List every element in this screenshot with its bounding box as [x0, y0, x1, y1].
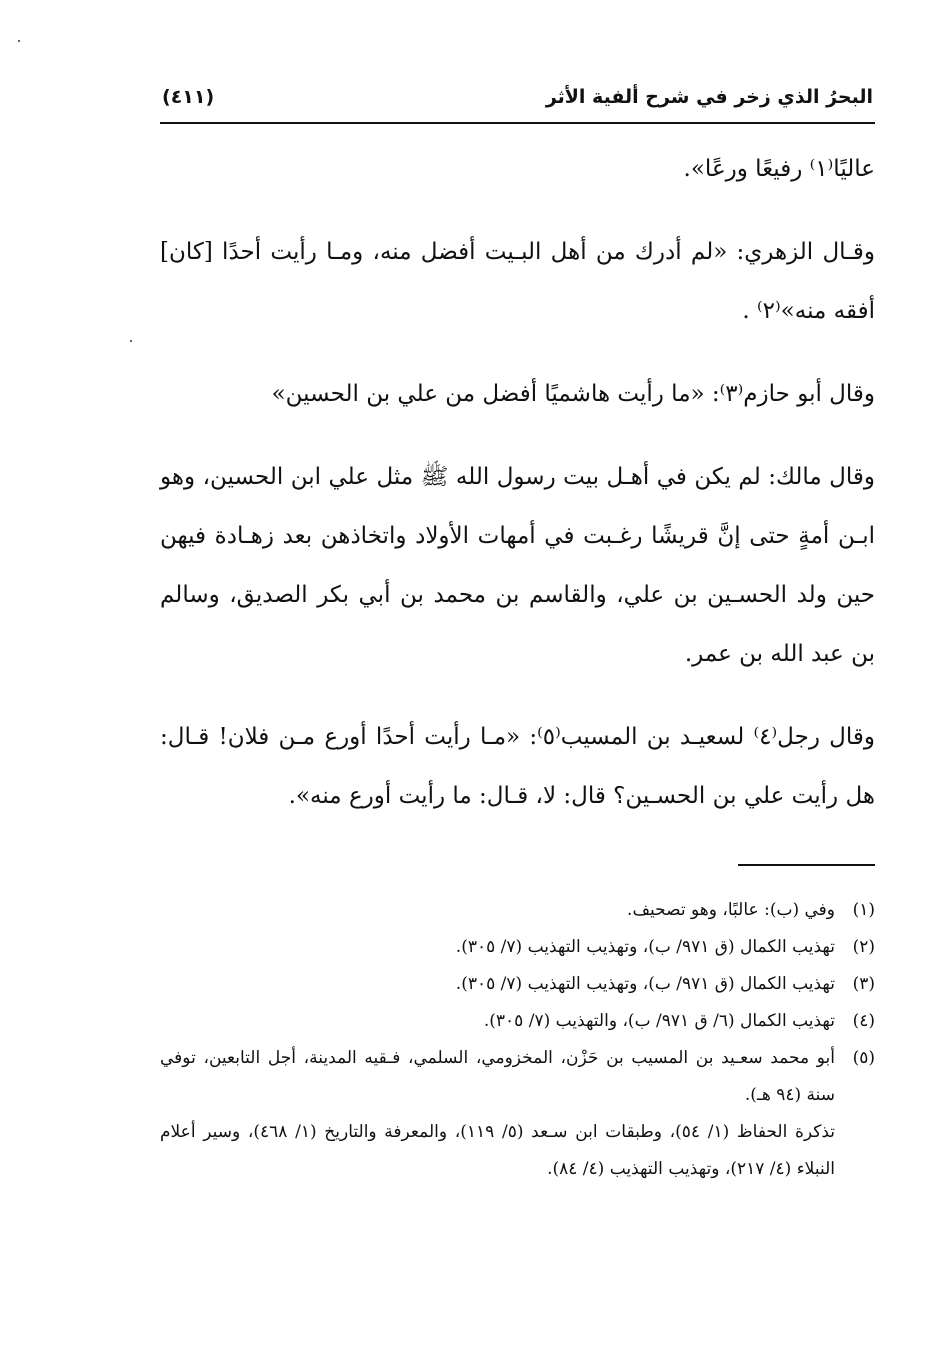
footnote [160, 1040, 875, 1114]
footnote-number: (١) [852, 900, 875, 920]
paragraph: عاليًا⁽١⁾ رفيعًا ورعًا». [683, 156, 875, 182]
footnote-number: (٢) [852, 937, 875, 957]
footnote-text: تهذيب الكمال (٦/ ق ٩٧١/ ب)، والتهذيب (٧/ ٣٠٥). [483, 1011, 835, 1031]
footnote-text: تهذيب الكمال (ق ٩٧١/ ب)، وتهذيب التهذيب (٧/ ٣٠٥). [455, 937, 835, 957]
footnote-continuation: تذكرة الحفاظ (١/ ٥٤)، وطبقات ابن سـعد (٥/ ١١٩)، والمعرفة والتاريخ (١/ ٤٦٨)، وسير أعلام النبلاء (٤/ ٢١٧)، وتهذيب التهذيب (٤/ ٨٤). [160, 1122, 836, 1179]
paragraph: وقال مالك: لم يكن في أهـل بيت رسول الله ﷺ مثل علي ابن الحسين، وهو ابـن أمةٍ حتى إنَّ قريشًا رغـبت في أمهات الأولاد واتخاذهن بعد زهـادة فيهن حين ولد الحسـين بن علي، والقاسم بن محمد بن أبي بكر الصديق، وسالم بن عبد الله بن عمر. [160, 464, 875, 667]
scan-speck [18, 40, 20, 42]
footnote-number: (٥) [852, 1048, 875, 1068]
footnote-text: أبو محمد سعـيد بن المسيب بن حَزْن، المخزومي، السلمي، فـقيه المدينة، أجل التابعين، توفي سنة (٩٤ هـ). [160, 1048, 835, 1105]
page-header [160, 82, 875, 124]
page-number: (٤١١) [162, 86, 215, 108]
paragraph: وقال رجل⁽٤⁾ لسعيـد بن المسيب⁽٥⁾: «مـا رأيت أحدًا أورع مـن فلان! قـال: هل رأيت علي بن الحسـين؟ قال: لا، قـال: ما رأيت أورع منه». [160, 724, 875, 809]
paragraph: وقـال الزهري: «لم أدرك من أهل البـيت أفضل منه، ومـا رأيت أحدًا [كان] أفقه منه»⁽٢⁾ . [160, 239, 875, 324]
footnote [160, 966, 875, 1003]
footnote-separator [738, 864, 875, 866]
footnote [160, 929, 875, 966]
footnote [160, 1003, 875, 1040]
footnote-text: تهذيب الكمال (ق ٩٧١/ ب)، وتهذيب التهذيب (٧/ ٣٠٥). [455, 974, 835, 994]
footnote-number: (٤) [852, 1011, 875, 1031]
main-text [160, 140, 875, 826]
footnote [160, 892, 875, 929]
running-title: البحرُ الذي زخر في شرح ألفية الأثر [545, 86, 873, 108]
scan-speck [130, 340, 132, 342]
footnote-text: وفي (ب): عالبًا، وهو تصحيف. [627, 900, 835, 920]
footnotes [160, 892, 875, 1188]
paragraph: وقال أبو حازم⁽٣⁾: «ما رأيت هاشميًا أفضل من علي بن الحسين» [271, 381, 875, 407]
footnote-number: (٣) [852, 974, 875, 994]
